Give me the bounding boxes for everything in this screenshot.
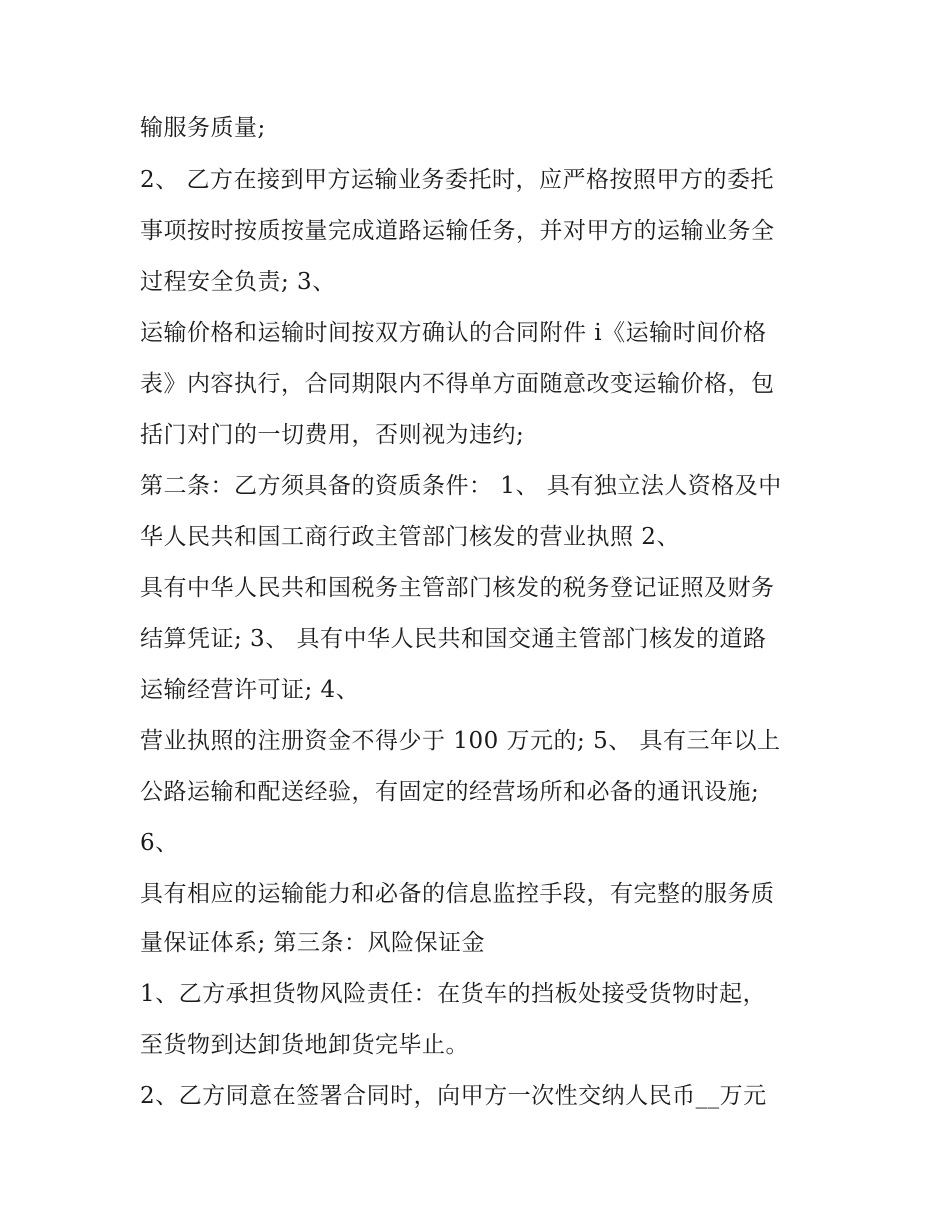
text-line: 2、乙方同意在签署合同时，向甲方一次性交纳人民币__万元: [140, 1083, 767, 1109]
text-line: 结算凭证; 3、 具有中华人民共和国交通主管部门核发的道路: [140, 626, 767, 652]
text-line: 6、: [140, 830, 179, 856]
text-line: 输服务质量;: [140, 115, 266, 141]
text-line: 2、 乙方在接到甲方运输业务委托时，应严格按照甲方的委托: [140, 167, 774, 193]
text-line: 至货物到达卸货地卸货完毕止。: [140, 1032, 469, 1058]
text-line: 公路运输和配送经验，有固定的经营场所和必备的通讯设施;: [140, 779, 760, 805]
text-line: 具有相应的运输能力和必备的信息监控手段，有完整的服务质: [140, 881, 775, 907]
text-line: 量保证体系; 第三条：风险保证金: [140, 930, 486, 956]
text-line: 运输价格和运输时间按双方确认的合同附件 i《运输时间价格: [140, 320, 767, 346]
text-line: 第二条：乙方须具备的资质条件： 1、 具有独立法人资格及中: [140, 473, 782, 499]
text-line: 营业执照的注册资金不得少于 100 万元的; 5、 具有三年以上: [140, 728, 781, 754]
text-line: 括门对门的一切费用，否则视为违约;: [140, 422, 525, 448]
text-line: 过程安全负责; 3、: [140, 269, 336, 295]
text-line: 事项按时按质按量完成道路运输任务，并对甲方的运输业务全: [140, 218, 775, 244]
text-line: 华人民共和国工商行政主管部门核发的营业执照 2、: [140, 524, 680, 550]
text-line: 1、乙方承担货物风险责任：在货车的挡板处接受货物时起，: [140, 981, 767, 1007]
text-line: 运输经营许可证; 4、: [140, 677, 360, 703]
text-line: 具有中华人民共和国税务主管部门核发的税务登记证照及财务: [140, 575, 775, 601]
text-line: 表》内容执行，合同期限内不得单方面随意改变运输价格，包: [140, 371, 775, 397]
